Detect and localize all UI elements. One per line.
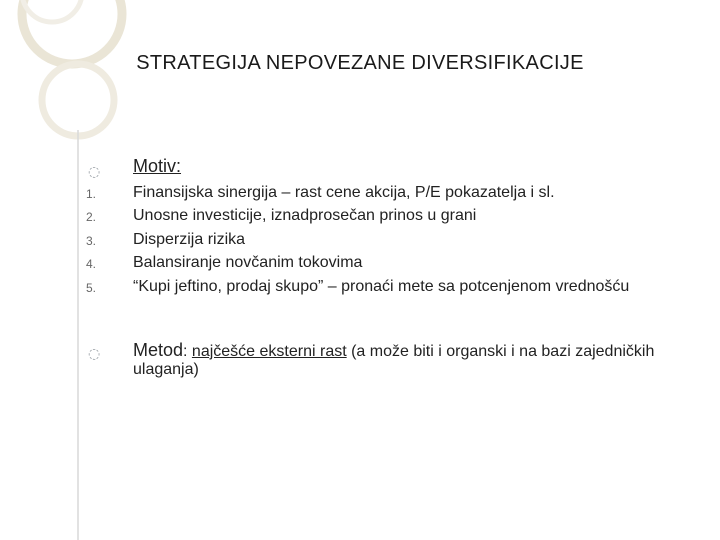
list-item: “Kupi jeftino, prodaj skupo” – pronaći mete sa potcenjenom vrednošću [133,278,630,295]
metod-paragraph: Metod: najčešće eksterni rast (a može biti i organski i na bazi zajedničkih ulaganja) [133,340,655,378]
list-item: Unosne investicije, iznadprosečan prinos u grani [133,207,477,224]
list-item: Finansijska sinergija – rast cene akcija, P/E pokazatelja i sl. [133,184,555,201]
list-number: 4. [86,257,97,271]
hollow-bullet-icon: ◌ [88,164,101,180]
list-item: Disperzija rizika [133,231,246,248]
list-item: Balansiranje novčanim tokovima [133,254,363,271]
slide-title: STRATEGIJA NEPOVEZANE DIVERSIFIKACIJE [136,52,584,74]
list-number: 2. [86,210,97,224]
hollow-bullet-icon: ◌ [88,346,101,362]
metod-label: Metod [133,340,184,360]
metod-rest: (a može biti i organski i na bazi zajedničkih ulaganja) [133,343,655,378]
list-number: 1. [86,187,97,201]
list-number: 3. [86,234,97,248]
metod-underlined: najčešće eksterni rast [191,343,347,360]
list-number: 5. [86,281,97,295]
motiv-heading: Motiv: [133,156,182,176]
